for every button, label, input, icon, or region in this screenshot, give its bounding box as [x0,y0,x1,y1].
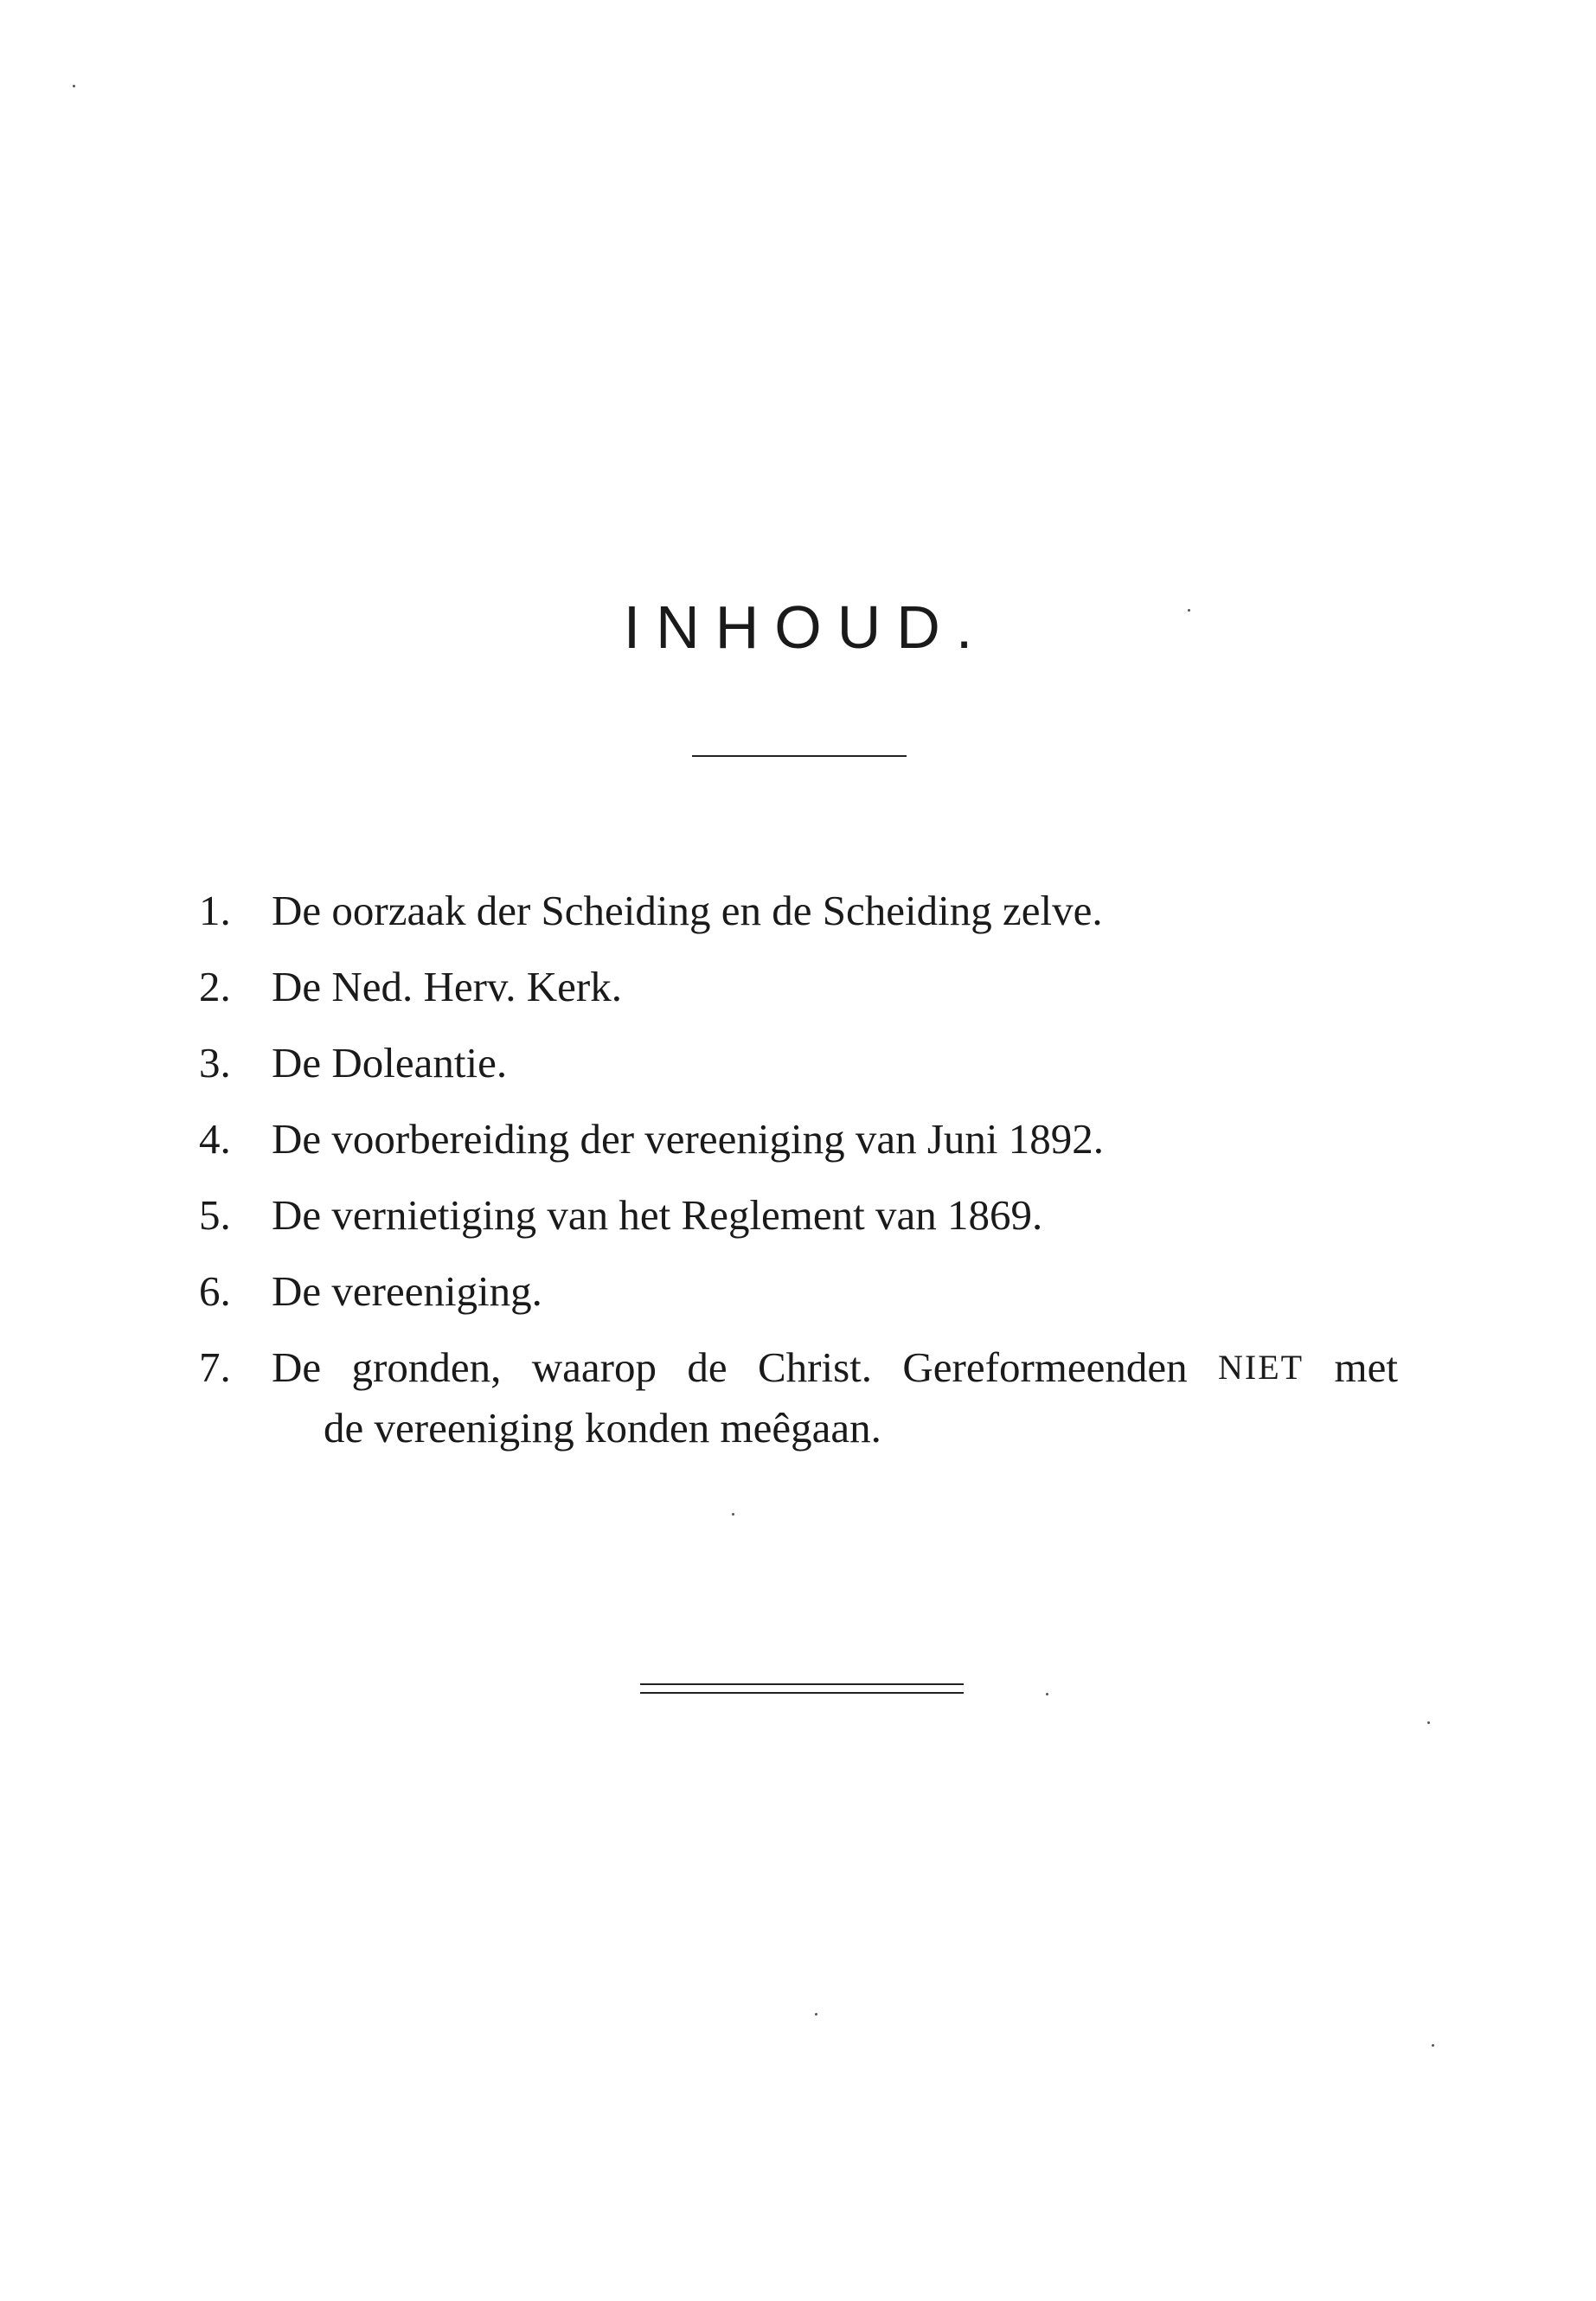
toc-item [0,1191,1596,1270]
toc-item-number: 1. [199,887,231,934]
toc-word: De [272,1343,322,1391]
toc-item-text [272,1337,1398,1458]
page-title: INHOUD. [623,593,989,661]
scan-speck [1046,1693,1048,1695]
toc-word: de [687,1343,727,1391]
scan-speck [1188,609,1190,612]
toc-item-line-1 [272,1337,1398,1398]
toc-word: met [1334,1343,1398,1391]
toc-item [0,1343,1596,1467]
scan-speck [73,85,75,87]
toc-item-text: De voorbereiding der vereeniging van Juni 1892. [272,1115,1105,1163]
toc-item [0,1115,1596,1194]
toc-item [0,889,1596,965]
toc-item-line-2: de vereeniging konden meêgaan. [324,1404,881,1452]
closing-double-rule [640,1683,964,1694]
scan-speck [732,1513,734,1516]
toc-item-text: De oorzaak der Scheiding en de Scheiding zelve. [272,887,1103,934]
toc-item-text: De vernietiging van het Reglement van 1869. [272,1191,1043,1239]
toc-word: gronden, [351,1343,502,1391]
toc-word: Gereformeenden [902,1343,1188,1391]
toc-item-text: De Doleantie. [272,1039,508,1086]
toc-item-number: 2. [199,963,231,1010]
scan-speck [1432,2044,1434,2047]
table-of-contents [0,889,1596,1467]
toc-item-number: 7. [199,1343,231,1391]
toc-item-number: 5. [199,1191,231,1239]
toc-item-text: De Ned. Herv. Kerk. [272,963,622,1010]
toc-item-text: De vereeniging. [272,1267,542,1315]
toc-emphasis-word: NIET [1218,1348,1304,1387]
toc-word: waarop [531,1343,657,1391]
scan-speck [1427,1721,1430,1724]
toc-item-number: 3. [199,1039,231,1086]
toc-item [0,1267,1596,1346]
toc-item-number: 4. [199,1115,231,1163]
toc-item-number: 6. [199,1267,231,1315]
scan-speck [815,2013,817,2016]
toc-item [0,1039,1596,1118]
toc-item [0,965,1596,1042]
title-divider [692,755,907,757]
toc-word: Christ. [757,1343,873,1391]
